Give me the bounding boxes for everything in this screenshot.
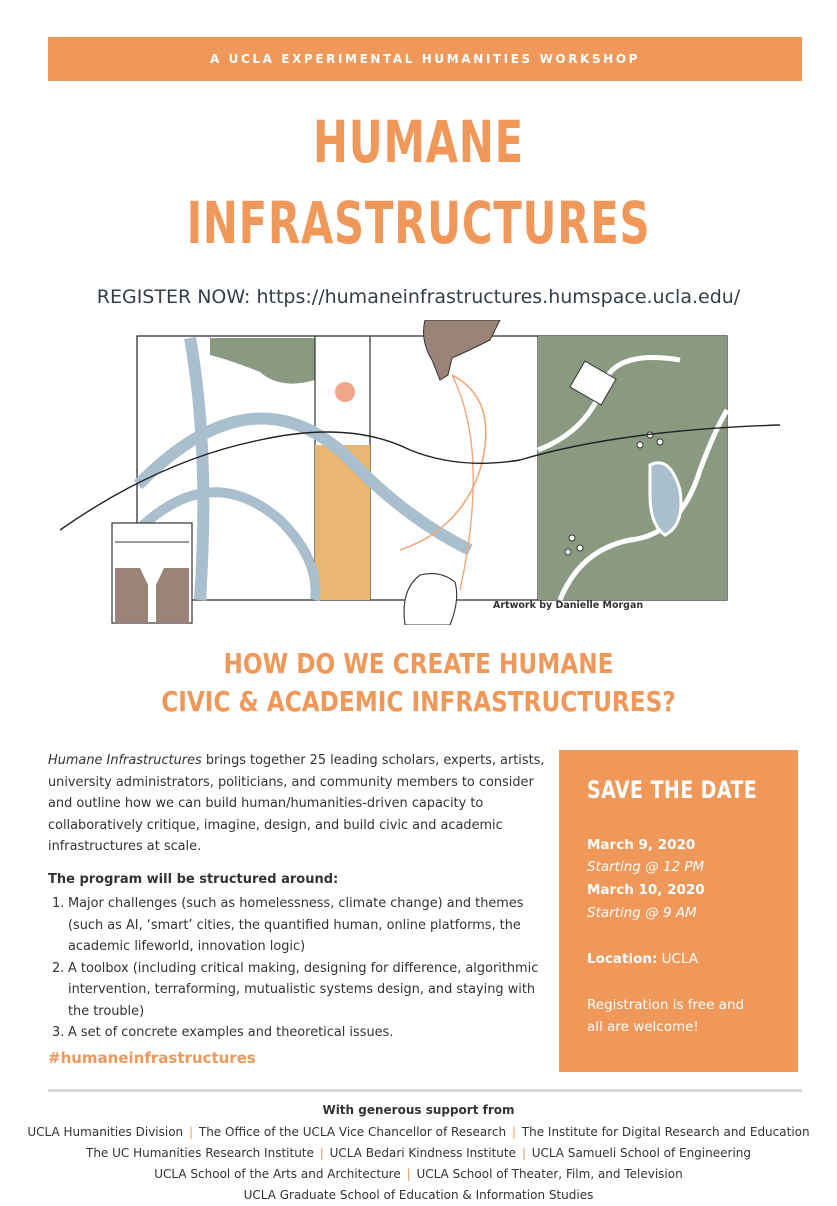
program-heading: The program will be structured around: (48, 872, 339, 887)
sponsor: The UC Humanities Research Institute (85, 1146, 314, 1160)
register-link[interactable]: REGISTER NOW: https://humaneinfrastructures.humspace.ucla.edu/ (96, 286, 741, 308)
separator: | (511, 1125, 516, 1139)
program-item-text: Major challenges (such as homelessness, climate change) and themes (such as AI, ‘smart’ cities, the quantified human, online platforms, the academic lifeworld, innovation logic) (68, 896, 524, 954)
artwork-illustration (60, 320, 780, 625)
save-the-date-box (559, 750, 798, 1072)
separator: | (319, 1146, 324, 1160)
separator: | (406, 1167, 411, 1181)
sponsor: UCLA Samueli School of Engineering (531, 1146, 751, 1160)
title-line-2: INFRASTRUCTURES (186, 189, 651, 257)
date-1: March 9, 2020 (587, 837, 696, 853)
sponsor: UCLA School of Theater, Film, and Television (416, 1167, 683, 1181)
sponsor-list (0, 1122, 837, 1206)
sponsor-line (0, 1164, 837, 1185)
park-dot (637, 442, 643, 448)
sponsor: UCLA Humanities Division (27, 1125, 184, 1139)
program-list (48, 893, 548, 1044)
sponsor-line (0, 1143, 837, 1164)
workshop-banner: A UCLA EXPERIMENTAL HUMANITIES WORKSHOP (48, 37, 802, 81)
intro-text: brings together 25 leading scholars, experts, artists, university administrators, politicians, and community members to consider and outline how we can build human/humanities-driven capacity to collaboratively critique, imagine, design, and build civic and academic infrastructures at scale. (48, 753, 545, 854)
support-heading: With generous support from (322, 1103, 515, 1117)
artwork-credit: Artwork by Danielle Morgan (493, 600, 644, 611)
program-item-number: 1. (52, 896, 65, 911)
program-item-number: 2. (52, 960, 65, 976)
intro-italic-lead: Humane Infrastructures (48, 753, 202, 768)
sponsor: UCLA Graduate School of Education & Information Studies (243, 1188, 594, 1202)
sponsor: UCLA Bedari Kindness Institute (329, 1146, 516, 1160)
question-line-2: CIVIC & ACADEMIC INFRASTRUCTURES? (161, 685, 676, 718)
program-item (48, 1022, 548, 1044)
title-line-1: HUMANE (313, 108, 524, 176)
footer-divider (48, 1089, 802, 1092)
location-value: UCLA (657, 951, 699, 967)
registration-note-line-2: all are welcome! (587, 1019, 699, 1035)
time-2: Starting @ 9 AM (587, 905, 697, 921)
program-item-number: 3. (52, 1025, 65, 1040)
peach-circle (335, 382, 355, 402)
park-dot (565, 549, 571, 555)
sponsor: The Institute for Digital Research and Education (521, 1125, 810, 1139)
building-shape (156, 568, 189, 623)
sponsor-line (0, 1122, 837, 1143)
program-item-text: A set of concrete examples and theoretical issues. (68, 1025, 394, 1040)
park-dot (657, 439, 663, 445)
location (587, 948, 698, 970)
location-label: Location: (587, 951, 658, 967)
sponsor-line (0, 1185, 837, 1206)
question-line-1: HOW DO WE CREATE HUMANE (223, 647, 614, 680)
hashtag: #humaneinfrastructures (48, 1049, 256, 1067)
sponsor: UCLA School of the Arts and Architecture (154, 1167, 401, 1181)
park-dot (569, 535, 575, 541)
save-the-date-title: SAVE THE DATE (587, 776, 758, 804)
separator: | (521, 1146, 526, 1160)
intro-paragraph (48, 750, 548, 858)
registration-note-line-1: Registration is free and (587, 997, 745, 1013)
building-shape (115, 568, 148, 623)
program-item (48, 958, 548, 1023)
sponsor: The Office of the UCLA Vice Chancellor of Research (198, 1125, 507, 1139)
date-2: March 10, 2020 (587, 882, 705, 898)
program-item-text: A toolbox (including critical making, designing for difference, algorithmic intervention, terraforming, mutualistic systems design, and staying with the trouble) (68, 960, 539, 1019)
separator: | (189, 1125, 194, 1139)
time-1: Starting @ 12 PM (587, 859, 705, 875)
park-dot (577, 545, 583, 551)
program-item (48, 893, 548, 958)
